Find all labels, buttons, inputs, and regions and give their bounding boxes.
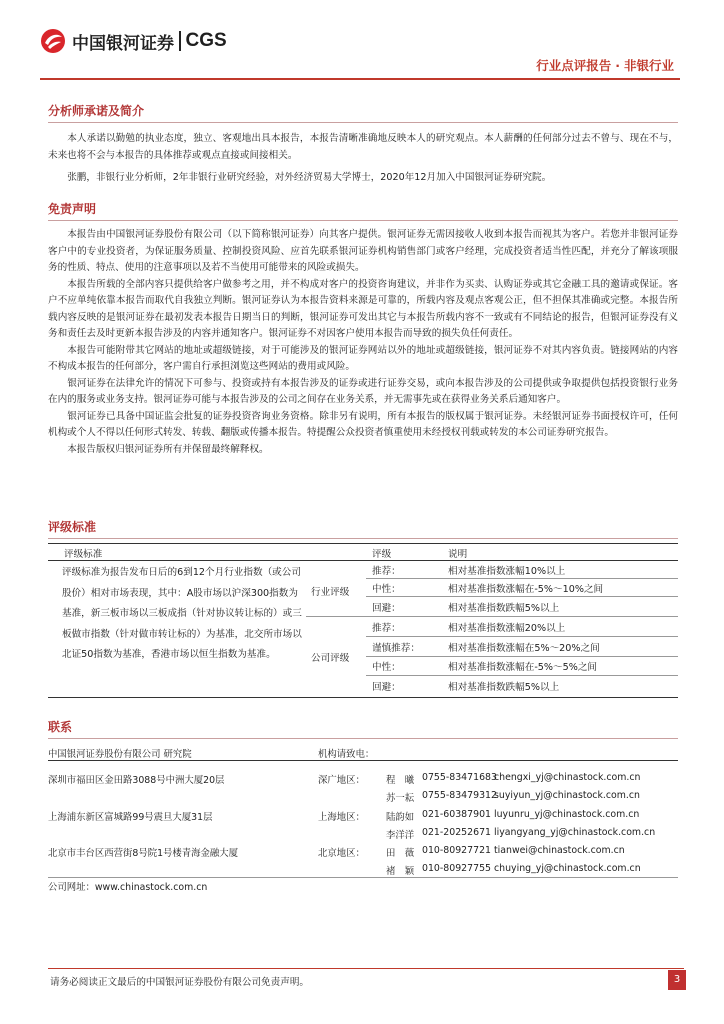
rating-label: 回避： (372, 682, 401, 693)
contact-name: 苏一耘 (386, 793, 415, 804)
rating-label: 推荐： (372, 623, 401, 634)
contact-email[interactable]: chengxi_yj@chinastock.com.cn (494, 772, 641, 783)
rating-header-standard: 评级标准 (64, 549, 103, 560)
report-type-label (536, 56, 674, 74)
contact-email[interactable]: suyiyun_yj@chinastock.com.cn (494, 790, 640, 801)
region-label: 北京地区： (318, 848, 365, 859)
rating-label: 推荐： (372, 566, 401, 577)
contact-email[interactable]: tianwei@chinastock.com.cn (494, 845, 625, 856)
galaxy-logo-icon (40, 28, 66, 54)
industry-name: 非银行业 (623, 58, 674, 73)
disclaimer-section (48, 200, 678, 458)
contact-phone: 010-80927755 (422, 863, 491, 874)
rating-header-rating: 评级 (372, 549, 392, 560)
disclaimer-paragraph: 本报告由中国银河证券股份有限公司（以下简称银河证券）向其客户提供。银河证券无需因接收人收到本报告而视其为客户。若您并非银河证券客户中的专业投资者，为保证服务质量、控制投资风险、应首先联系银河证券机构销售部门或客户经理，完成投资者适当性匹配，并充分了解该项服务的性质、特点、使用的注意事项以及若不当使用可能带来的风险或损失。 (48, 229, 678, 273)
disclaimer-paragraph: 银河证券在法律允许的情况下可参与、投资或持有本报告涉及的证券或进行证券交易，或向本报告涉及的公司提供或争取提供包括投资银行业务在内的服务或业务支持。银河证券可能与本报告涉及的公司之间存在业务关系，并无需事先或在获得业务关系后通知客户。 (48, 377, 678, 405)
contact-email[interactable]: liyangyang_yj@chinastock.com.cn (494, 827, 656, 838)
report-type: 行业点评报告 (536, 58, 612, 73)
contact-rule (48, 760, 678, 761)
contact-name: 李洋洋 (386, 830, 415, 841)
table-rule-bottom (48, 697, 678, 698)
rating-section-heading (48, 518, 678, 539)
company-website[interactable]: 公司网址：www.chinastock.com.cn (48, 882, 208, 893)
contact-name: 陆韵如 (386, 812, 415, 823)
section-title-analyst: 分析师承诺及简介 (48, 102, 678, 123)
contact-email[interactable]: luyunru_yj@chinastock.com.cn (494, 809, 640, 820)
contact-phone: 021-60387901 (422, 809, 491, 820)
logo-divider (179, 31, 181, 51)
contact-email[interactable]: chuying_yj@chinastock.com.cn (494, 863, 641, 874)
brand-name-cn: 中国银河证券 (72, 33, 174, 54)
industry-rating-group: 行业评级 (311, 587, 350, 598)
contact-name: 程 曦 (386, 775, 415, 786)
footer-disclaimer: 请务必阅读正文最后的中国银河证券股份有限公司免责声明。 (50, 977, 310, 988)
contact-phone: 021-20252671 (422, 827, 491, 838)
company-logo (40, 28, 227, 54)
analyst-commitment: 本人承诺以勤勉的执业态度，独立、客观地出具本报告，本报告清晰准确地反映本人的研究观点。本人薪酬的任何部分过去不曾与、现在不与，未来也将不会与本报告的具体推荐或观点直接或间接相关。 (48, 133, 678, 161)
rating-desc: 相对基准指数涨幅在-5%～5%之间 (448, 662, 598, 673)
rating-desc: 相对基准指数跌幅5%以上 (448, 682, 560, 693)
table-rule (366, 656, 678, 657)
research-institute-name: 中国银河证券股份有限公司 研究院 (48, 749, 192, 760)
table-rule (366, 636, 678, 637)
table-rule (366, 596, 678, 597)
address-shenzhen: 深圳市福田区金田路3088号中洲大厦20层 (48, 775, 225, 786)
rating-label: 回避： (372, 603, 401, 614)
table-rule-header (48, 560, 678, 561)
disclaimer-paragraph: 本报告所载的全部内容只提供给客户做参考之用，并不构成对客户的投资咨询建议，并非作为买卖、认购证券或其它金融工具的邀请或保证。客户不应单纯依靠本报告而取代自我独立判断。银河证券认为本报告资料来源是可靠的，所载内容及观点客观公正，但不担保其准确或完整。本报告所载内容反映的是银河证券在最初发表本报告日期当日的判断，银河证券可发出其它与本报告所载内容不一致或有不同结论的报告，但银河证券没有义务和责任去及时更新本报告涉及的内容并通知客户。银河证券不对因客户使用本报告而导致的损失负任何责任。 (48, 278, 678, 339)
rating-header-desc: 说明 (448, 549, 468, 560)
sales-contact-label: 机构请致电： (318, 749, 375, 760)
contact-phone: 010-80927721 (422, 845, 491, 856)
contact-name: 褚 颖 (386, 866, 415, 877)
region-label: 上海地区： (318, 812, 365, 823)
rating-label: 中性： (372, 662, 401, 673)
header-rule (40, 78, 680, 80)
contact-section-heading (48, 718, 678, 739)
contact-phone: 0755-83479312 (422, 790, 497, 801)
footer-rule (48, 968, 684, 969)
address-shanghai: 上海浦东新区富城路99号震旦大厦31层 (48, 812, 213, 823)
table-rule (366, 675, 678, 676)
region-label: 深广地区： (318, 775, 365, 786)
rating-label: 谨慎推荐： (372, 643, 420, 654)
contact-name: 田 薇 (386, 848, 415, 859)
rating-label: 中性： (372, 584, 401, 595)
disclaimer-paragraph: 本报告版权归银河证券所有并保留最终解释权。 (67, 443, 269, 455)
analyst-section (48, 102, 678, 187)
contact-rule (48, 877, 678, 878)
rating-desc: 相对基准指数涨幅10%以上 (448, 566, 566, 577)
rating-standard-description: 评级标准为报告发布日后的6到12个月行业指数（或公司股价）相对市场表现，其中：A股市场以沪深300指数为基准，新三板市场以三板成指（针对协议转让标的）或三板做市指数（针对做市转让标的）为基准，北交所市场以北证50指数为基准，香港市场以恒生指数为基准。 (62, 567, 302, 660)
title-dot: · (615, 58, 620, 73)
rating-desc: 相对基准指数涨幅在-5%～10%之间 (448, 584, 604, 595)
table-rule-top (48, 543, 678, 544)
rating-desc: 相对基准指数涨幅在5%～20%之间 (448, 643, 600, 654)
page-header (40, 28, 680, 76)
page-number: 3 (668, 970, 686, 990)
disclaimer-paragraph: 本报告可能附带其它网站的地址或超级链接，对于可能涉及的银河证券网站以外的地址或超级链接，银河证券不对其内容负责。链接网站的内容不构成本报告的任何部分，客户需自行承担浏览这些网站的费用或风险。 (48, 344, 678, 372)
address-beijing: 北京市丰台区西营街8号院1号楼青海金融大厦 (48, 848, 239, 859)
table-rule (306, 616, 678, 617)
section-title-contact: 联系 (48, 718, 678, 739)
section-title-disclaimer: 免责声明 (48, 200, 678, 221)
section-title-rating: 评级标准 (48, 518, 678, 539)
rating-desc: 相对基准指数涨幅20%以上 (448, 623, 566, 634)
contact-phone: 0755-83471683 (422, 772, 497, 783)
disclaimer-paragraph: 银河证券已具备中国证监会批复的证券投资咨询业务资格。除非另有说明，所有本报告的版权属于银河证券。未经银河证券书面授权许可，任何机构或个人不得以任何形式转发、转载、翻版或传播本报告。特提醒公众投资者慎重使用未经授权刊载或转发的本公司证券研究报告。 (48, 410, 678, 438)
brand-name-en: CGS (185, 30, 227, 51)
table-rule (366, 578, 678, 579)
analyst-bio: 张鹏，非银行业分析师，2年非银行业研究经验，对外经济贸易大学博士，2020年12月加入中国银河证券研究院。 (67, 172, 552, 183)
rating-desc: 相对基准指数跌幅5%以上 (448, 603, 560, 614)
company-rating-group: 公司评级 (311, 653, 350, 664)
